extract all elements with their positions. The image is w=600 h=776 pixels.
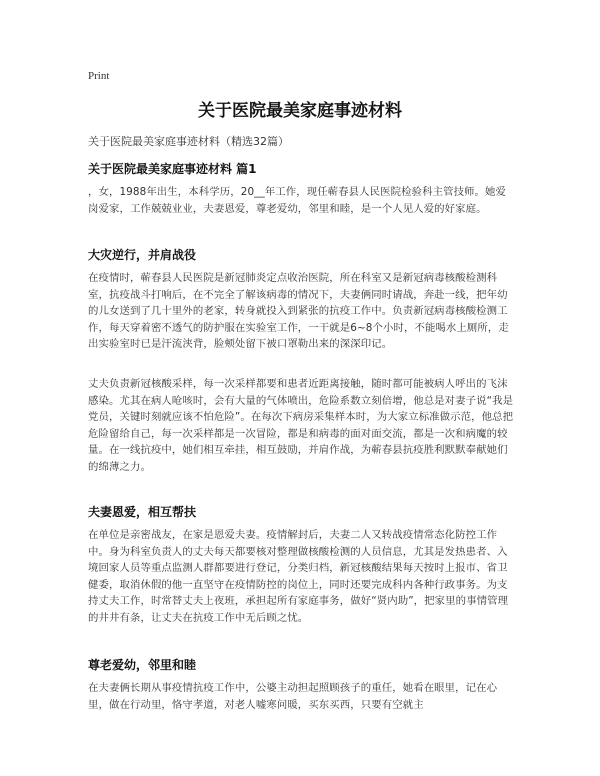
document-subtitle: 关于医院最美家庭事迹材料（精选32篇）: [88, 135, 289, 148]
section-heading-1: 大灾逆行，并肩战役: [88, 248, 197, 262]
section-1-paragraph-1: 在疫情时，蕲春县人民医院是新冠肺炎定点收治医院，所在科室又是新冠病毒核酸检测科室，抗疫战斗打响后，在不完全了解该病毒的情况下，夫妻俩同时请战，奔赴一线，把年幼的儿女送到了几十里外的老家，转身就投入到紧张的抗疫工作中。负责新冠病毒核酸检测工作，每天穿着密不透气的防护服在实验室工作，一干就是6~8个小时，不能喝水上厕所，走出实验室时已是汗流浃背，脸颊处留下被口罩勒出来的深深印记。: [88, 272, 509, 351]
article-heading: 关于医院最美家庭事迹材料 篇1: [88, 162, 257, 176]
section-2-paragraph-1: 在单位是亲密战友，在家是恩爱夫妻。疫情解封后，夫妻二人又转战疫情常态化防控工作中。身为科室负责人的丈夫每天都要核对整理做核酸检测的人员信息，尤其是发热患者、入境回家人员等重点监测人群都要进行登记，分类归档，新冠核酸结果每天按时上报市、省卫健委，取消休假的他一直坚守在疫情防控的岗位上，同时还要完成科内各种行政事务。为支持丈夫工作，时常替丈夫上夜班，承担起所有家庭事务，做好“贤内助”，把家里的事情管理的井井有条，让丈夫在抗疫工作中无后顾之忧。: [88, 529, 509, 624]
section-3-paragraph-1: 在夫妻俩长期从事疫情抗疫工作中，公婆主动担起照顾孩子的重任，她看在眼里，记在心里，做在行动里，恪守孝道，对老人嘘寒问暖，买东买西，只要有空就主: [88, 682, 498, 711]
section-heading-3: 尊老爱幼，邻里和睦: [88, 658, 197, 672]
section-1-paragraph-2: 丈夫负责新冠核酸采样，每一次采样都要和患者近距离接触，随时都可能被病人呼出的飞沫感染。尤其在病人呛咳时，会有大量的气体喷出，危险系数立刻倍增，他总是对妻子说“我是党员，关键时刻就应该不怕危险”。在每次下病房采集样本时，为大家立标准做示范，他总把危险留给自己，每一次采样都是一次冒险，都是和病毒的面对面交流，都是一次和病魔的较量。在一线抗疫中，她们相互牵挂，相互鼓励，并肩作战，为蕲春县抗疫胜利默默奉献她们的绵薄之力。: [88, 378, 514, 473]
print-label: Print: [88, 70, 110, 82]
intro-paragraph: ，女，1988年出生，本科学历，20__年工作，现任蕲春县人民医院检验科主管技师。她爱岗爱家，工作兢兢业业，夫妻恩爱，尊老爱幼，邻里和睦，是一个人见人爱的好家庭。: [88, 186, 507, 215]
section-heading-2: 夫妻恩爱，相互帮扶: [88, 505, 197, 519]
page-title: 关于医院最美家庭事迹材料: [198, 101, 402, 121]
